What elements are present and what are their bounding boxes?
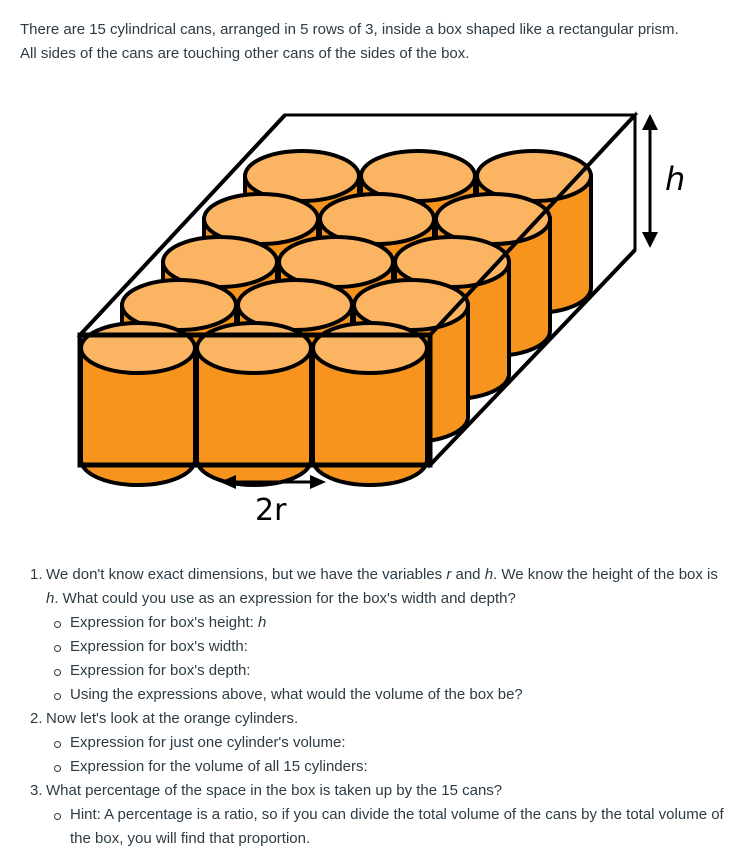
intro-line-2: All sides of the cans are touching other cans of the sides of the box. (20, 45, 470, 62)
cans-in-box-diagram (60, 100, 686, 540)
question-2-number: 2. (30, 710, 43, 727)
q3-bullet-hint: Hint: A percentage is a ratio, so if you can divide the total volume of the cans by the total volume of the box, you will find that proportion. (46, 803, 725, 851)
question-2-text: Now let's look at the orange cylinders. (46, 710, 299, 727)
q1-bullet-height: Expression for box's height: h (46, 611, 725, 635)
q1-bullet-volume: Using the expressions above, what would the volume of the box be? (46, 683, 725, 707)
intro-line-1: There are 15 cylindrical cans, arranged in 5 rows of 3, inside a box shaped like a rectangular prism. (20, 21, 679, 38)
question-3-number: 3. (30, 782, 43, 799)
question-2 (20, 707, 725, 779)
question-3-text: What percentage of the space in the box is taken up by the 15 cans? (46, 782, 503, 799)
height-label: h (665, 160, 686, 198)
question-1 (20, 563, 725, 707)
cans-group (81, 151, 591, 485)
q2-bullet-all-cylinders: Expression for the volume of all 15 cylinders: (46, 755, 725, 779)
height-arrow (642, 114, 658, 248)
question-1-number: 1. (30, 566, 43, 583)
can (197, 323, 311, 485)
question-list (20, 563, 725, 851)
q1-bullet-width: Expression for box's width: (46, 635, 725, 659)
question-3 (20, 779, 725, 851)
question-1-text: We don't know exact dimensions, but we have the variables r and h. We know the height of the box is h. What could you use as an expression for the box's width and depth? (46, 566, 718, 607)
width-label: 2r (255, 493, 287, 528)
cans-in-box-figure (60, 100, 686, 540)
q2-bullet-one-cylinder: Expression for just one cylinder's volume: (46, 731, 725, 755)
can (313, 323, 427, 485)
problem-intro (20, 18, 725, 66)
can (81, 323, 195, 485)
q1-bullet-depth: Expression for box's depth: (46, 659, 725, 683)
